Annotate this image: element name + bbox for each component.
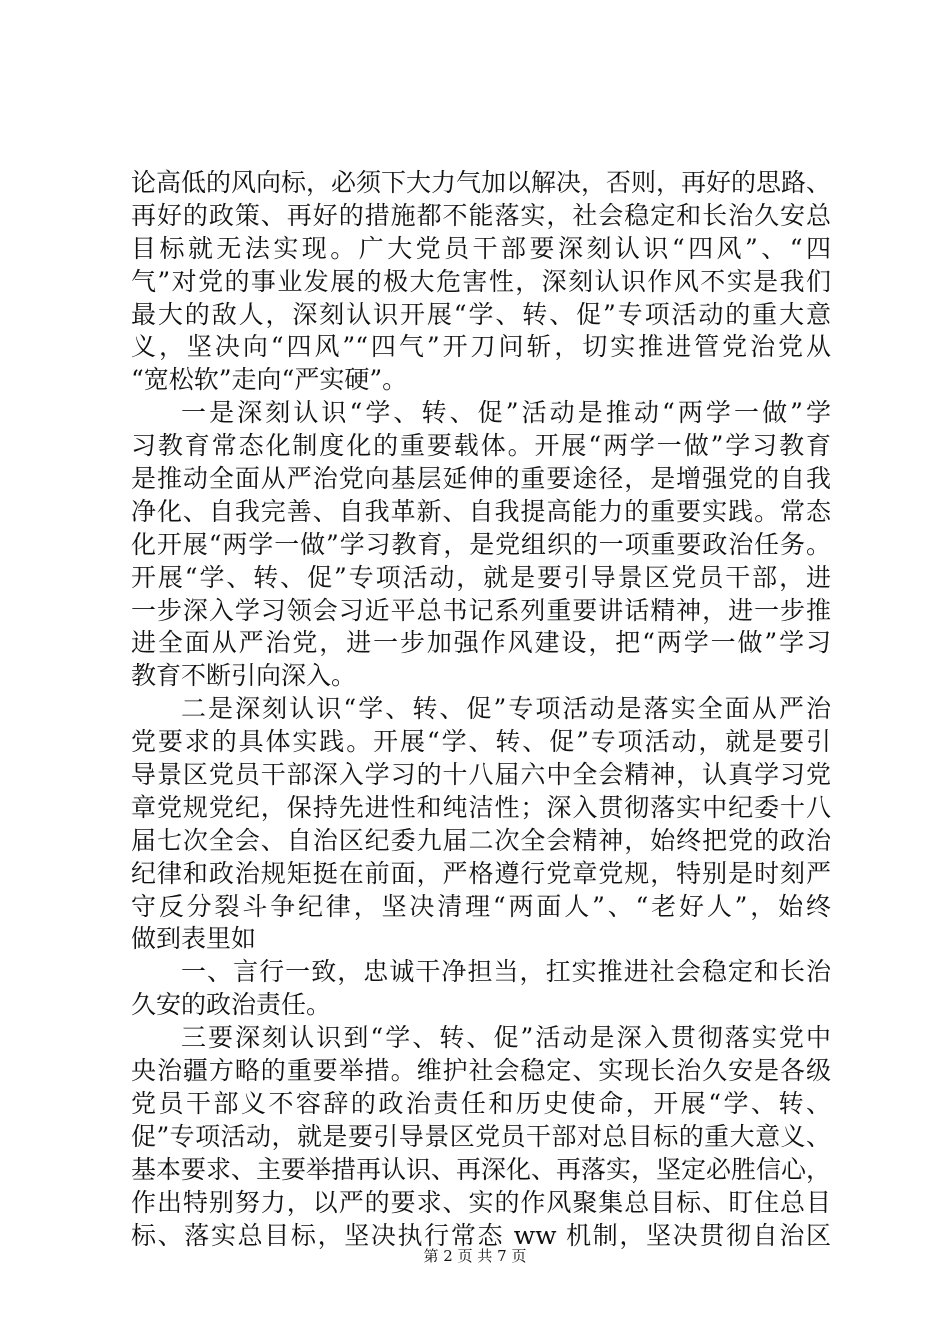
text-line: 二是深刻认识“学、转、促”专项活动是落实全面从严治 xyxy=(181,694,831,724)
body-text xyxy=(131,167,831,1252)
text-line: 教育不断引向深入。 xyxy=(131,661,357,691)
text-line: 义，坚决向“四风”“四气”开刀问斩，切实推进管党治党从 xyxy=(131,332,831,362)
text-line: 党员干部义不容辞的政治责任和历史使命，开展“学、转、 xyxy=(131,1088,831,1118)
text-line: 论高低的风向标，必须下大力气加以解决，否则，再好的思路、 xyxy=(131,168,832,197)
page-footer: 第 2 页 共 7 页 xyxy=(423,1247,527,1265)
text-line: 是推动全面从严治党向基层延伸的重要途径，是增强党的自我 xyxy=(131,464,831,494)
text-line: 导景区党员干部深入学习的十八届六中全会精神，认真学习党 xyxy=(131,760,831,790)
text-line: 净化、自我完善、自我革新、自我提高能力的重要实践。常态 xyxy=(131,496,831,526)
text-line: 纪律和政治规矩挺在前面，严格遵行党章党规，特别是时刻严 xyxy=(131,858,831,888)
text-line: 基本要求、主要举措再认识、再深化、再落实，坚定必胜信心， xyxy=(131,1154,832,1184)
text-line: 习教育常态化制度化的重要载体。开展“两学一做”学习教育 xyxy=(131,431,831,461)
text-line: 最大的敌人，深刻认识开展“学、转、促”专项活动的重大意 xyxy=(131,299,831,329)
text-line: 久安的政治责任。 xyxy=(131,990,332,1020)
text-line: 三要深刻认识到“学、转、促”活动是深入贯彻落实党中 xyxy=(181,1023,831,1053)
text-line: 化开展“两学一做”学习教育，是党组织的一项重要政治任务。 xyxy=(131,529,831,559)
text-line: 党要求的具体实践。开展“学、转、促”专项活动，就是要引 xyxy=(131,727,831,757)
text-line: “宽松软”走向“严实硬”。 xyxy=(131,365,408,395)
text-line: 目标就无法实现。广大党员干部要深刻认识“四风”、“四 xyxy=(131,233,831,263)
text-line: 一是深刻认识“学、转、促”活动是推动“两学一做”学 xyxy=(181,398,831,428)
text-line: 标、落实总目标，坚决执行常态 ww 机制，坚决贯彻自治区 xyxy=(131,1220,831,1250)
text-line: 一、言行一致，忠诚干净担当，扛实推进社会稳定和长治 xyxy=(181,957,831,987)
text-line: 进全面从严治党，进一步加强作风建设，把“两学一做”学习 xyxy=(131,628,831,658)
text-line: 开展“学、转、促”专项活动，就是要引导景区党员干部，进 xyxy=(131,562,831,592)
text-line: 做到表里如 xyxy=(131,924,257,954)
text-line: 央治疆方略的重要举措。维护社会稳定、实现长治久安是各级 xyxy=(131,1056,831,1086)
text-line: 再好的政策、再好的措施都不能落实，社会稳定和长治久安总 xyxy=(131,200,831,230)
text-line: 届七次全会、自治区纪委九届二次全会精神，始终把党的政治 xyxy=(131,825,831,855)
text-line: 章党规党纪，保持先进性和纯洁性；深入贯彻落实中纪委十八 xyxy=(131,792,831,822)
text-line: 促”专项活动，就是要引导景区党员干部对总目标的重大意义、 xyxy=(131,1121,831,1151)
text-line: 作出特别努力，以严的要求、实的作风聚集总目标、盯住总目 xyxy=(131,1187,831,1217)
text-line: 一步深入学习领会习近平总书记系列重要讲话精神，进一步推 xyxy=(131,595,831,625)
text-line: 守反分裂斗争纪律，坚决清理“两面人”、“老好人”，始终 xyxy=(131,891,831,921)
text-line: 气”对党的事业发展的极大危害性，深刻认识作风不实是我们 xyxy=(131,266,831,296)
